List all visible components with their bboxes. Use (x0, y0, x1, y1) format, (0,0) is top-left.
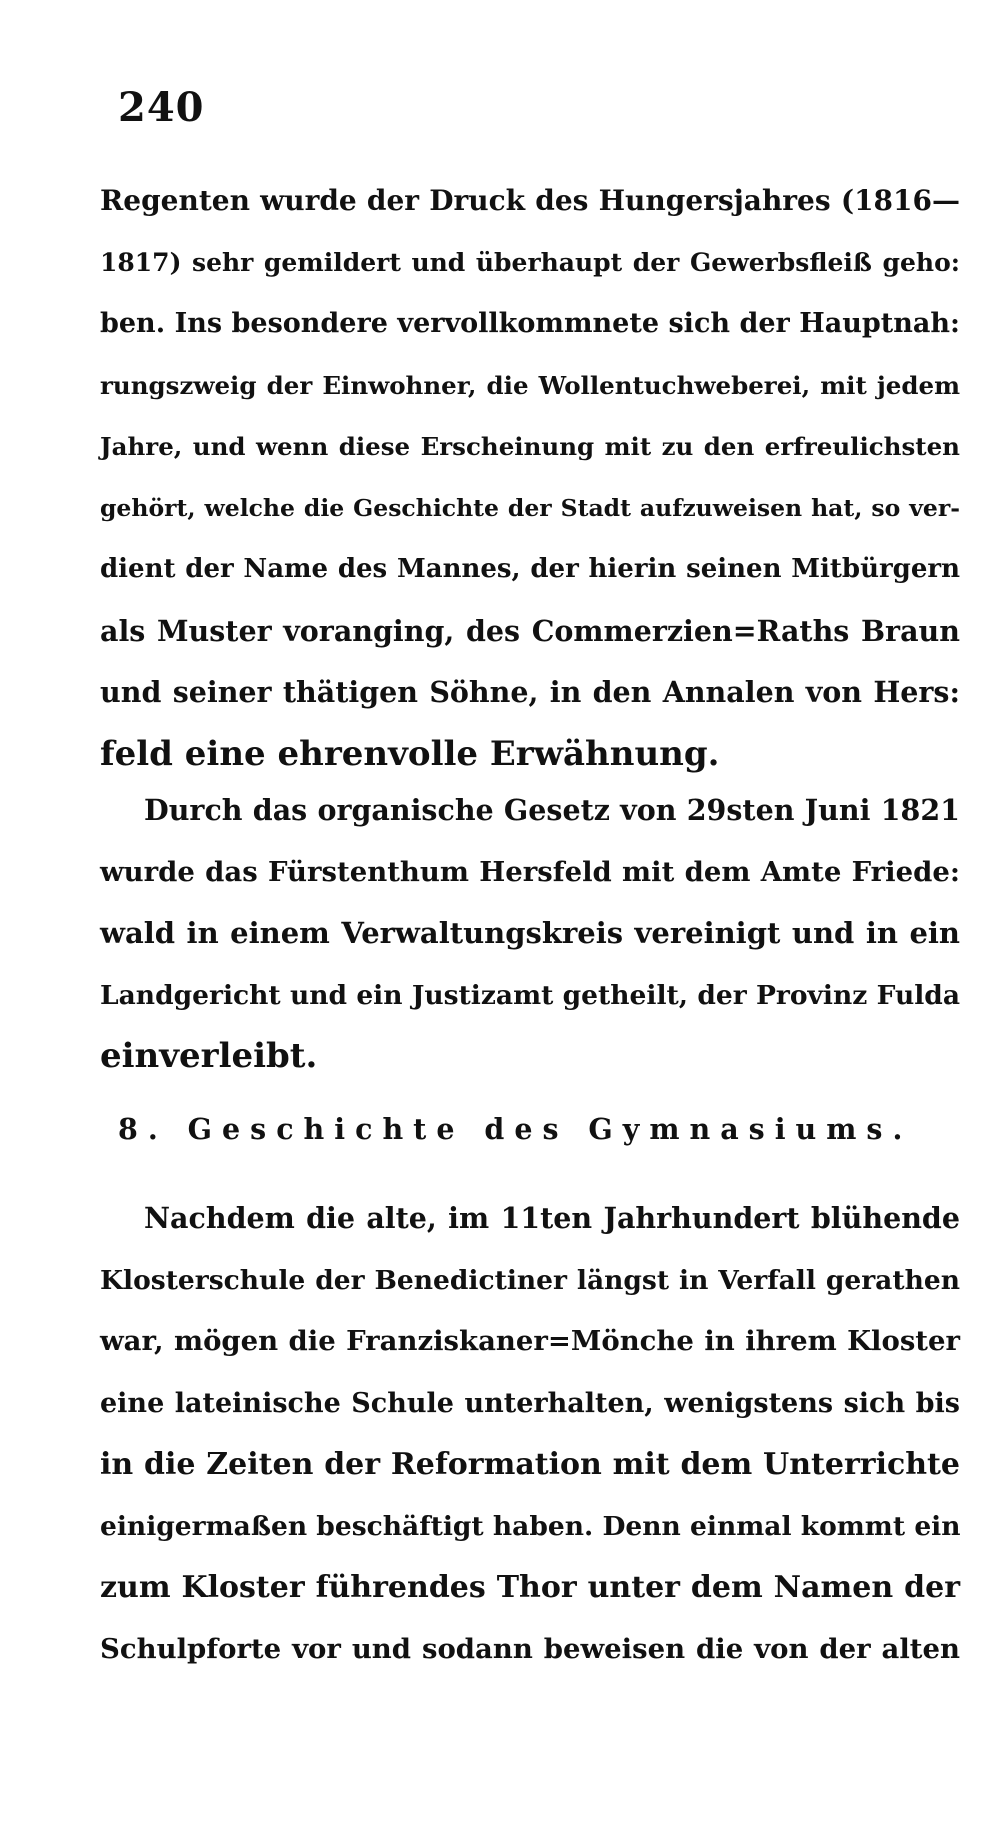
text-line: Klosterschule der Benedictiner längst in Verfall gerathen (100, 1264, 960, 1296)
page-number: 240 (118, 84, 205, 131)
text-line: Jahre, und wenn diese Erscheinung mit zu den erfreulichsten (100, 432, 960, 461)
text-line: eine lateinische Schule unterhalten, wenigstens sich bis (100, 1387, 960, 1419)
text-line: wurde das Fürstenthum Hersfeld mit dem Amte Friede: (100, 855, 960, 888)
text-line: 1817) sehr gemildert und überhaupt der Gewerbsfleiß geho: (100, 247, 960, 277)
text-line: und seiner thätigen Söhne, in den Annalen von Hers: (100, 675, 960, 709)
text-line: gehört, welche die Geschichte der Stadt aufzuweisen hat, so ver- (100, 493, 960, 522)
paragraph-2 (100, 780, 960, 1088)
paragraph-1 (100, 170, 960, 785)
text-line: Regenten wurde der Druck des Hungersjahres (1816— (100, 184, 960, 217)
text-line: einigermaßen beschäftigt haben. Denn einmal kommt ein (100, 1510, 961, 1542)
text-line: Durch das organische Gesetz von 29sten Juni 1821 (144, 793, 960, 827)
text-line: dient der Name des Mannes, der hierin seinen Mitbürgern (100, 554, 960, 584)
text-line: ben. Ins besondere vervollkommnete sich der Hauptnah: (100, 308, 960, 339)
paragraph-3 (100, 1188, 960, 1680)
text-line: wald in einem Verwaltungskreis vereinigt und in ein (100, 916, 960, 950)
text-line: feld eine ehrenvolle Erwähnung. (100, 733, 720, 774)
text-line: einverleibt. (100, 1036, 318, 1076)
text-line: war, mögen die Franziskaner=Mönche in ihrem Kloster (100, 1325, 960, 1357)
section-heading: 8. Geschichte des Gymnasiums. (118, 1112, 913, 1146)
text-line: Nachdem die alte, im 11ten Jahrhundert blühende (144, 1201, 960, 1235)
text-line: zum Kloster führendes Thor unter dem Namen der (100, 1570, 960, 1605)
text-line: Schulpforte vor und sodann beweisen die von der alten (100, 1632, 960, 1665)
text-line: als Muster voranging, des Commerzien=Raths Braun (100, 613, 960, 648)
text-line: rungszweig der Einwohner, die Wollentuchweberei, mit jedem (100, 370, 960, 400)
text-line: Landgericht und ein Justizamt getheilt, der Provinz Fulda (100, 979, 960, 1011)
text-line: in die Zeiten der Reformation mit dem Unterrichte (100, 1447, 960, 1482)
